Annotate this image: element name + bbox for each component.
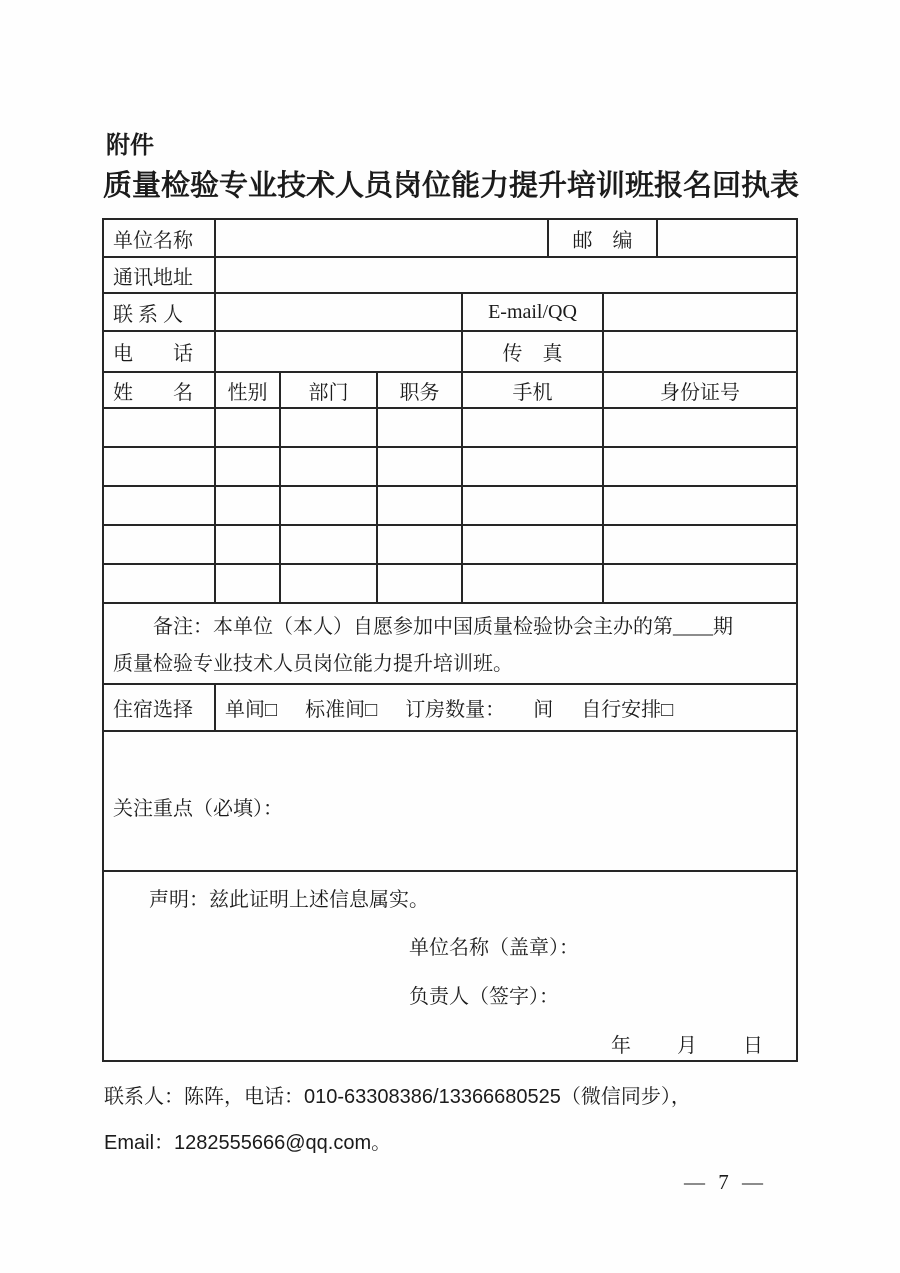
remark-row bbox=[103, 603, 797, 684]
attachment-label: 附件 bbox=[106, 132, 154, 159]
postal-code-label: 邮 编 bbox=[548, 219, 657, 257]
declaration-statement: 声明：兹此证明上述信息属实。 bbox=[149, 889, 429, 911]
remark-line-2: 质量检验专业技术人员岗位能力提升培训班。 bbox=[113, 652, 513, 675]
option-single-room: 单间□ bbox=[225, 699, 278, 721]
roster-cell-gender bbox=[215, 564, 280, 603]
roster-cell-name bbox=[103, 486, 215, 525]
focus-row bbox=[103, 731, 797, 871]
roster-empty-row bbox=[103, 486, 797, 525]
row-unit-name bbox=[103, 219, 797, 257]
roster-cell-name bbox=[103, 525, 215, 564]
roster-cell-gender bbox=[215, 525, 280, 564]
roster-cell-gender bbox=[215, 408, 280, 447]
roster-empty-row bbox=[103, 525, 797, 564]
footer-email-line: Email：1282555666@qq.com。 bbox=[104, 1132, 392, 1154]
option-booking-quantity: 订房数量： bbox=[405, 699, 506, 721]
roster-cell-gender bbox=[215, 486, 280, 525]
roster-cell-name bbox=[103, 447, 215, 486]
roster-cell-mobile bbox=[462, 486, 603, 525]
declaration-signer: 负责人（签字）： bbox=[409, 986, 559, 1008]
row-address bbox=[103, 257, 797, 293]
page-title: 质量检验专业技术人员岗位能力提升培训班报名回执表 bbox=[103, 170, 800, 202]
roster-header-id-number: 身份证号 bbox=[603, 372, 797, 408]
roster-cell-department bbox=[280, 486, 377, 525]
remark-cell bbox=[103, 603, 797, 684]
accommodation-label: 住宿选择 bbox=[103, 684, 215, 731]
address-field bbox=[215, 257, 797, 293]
roster-empty-row bbox=[103, 408, 797, 447]
roster-cell-id-number bbox=[603, 564, 797, 603]
roster-cell-department bbox=[280, 564, 377, 603]
roster-cell-position bbox=[377, 408, 462, 447]
declaration-row bbox=[103, 871, 797, 1061]
row-phone bbox=[103, 331, 797, 372]
declaration-cell bbox=[103, 871, 797, 1061]
contact-person-field bbox=[215, 293, 462, 331]
roster-cell-position bbox=[377, 525, 462, 564]
roster-cell-department bbox=[280, 447, 377, 486]
roster-cell-mobile bbox=[462, 408, 603, 447]
contact-person-label: 联 系 人 bbox=[103, 293, 215, 331]
roster-cell-id-number bbox=[603, 525, 797, 564]
postal-code-field bbox=[657, 219, 797, 257]
roster-cell-name bbox=[103, 564, 215, 603]
option-quantity-unit: 间 bbox=[533, 699, 554, 721]
unit-name-field bbox=[215, 219, 548, 257]
roster-cell-department bbox=[280, 408, 377, 447]
footer bbox=[104, 1074, 804, 1166]
roster-cell-mobile bbox=[462, 447, 603, 486]
roster-cell-id-number bbox=[603, 447, 797, 486]
roster-cell-id-number bbox=[603, 408, 797, 447]
phone-label: 电 话 bbox=[103, 331, 215, 372]
address-label: 通讯地址 bbox=[103, 257, 215, 293]
focus-cell bbox=[103, 731, 797, 871]
roster-header-row bbox=[103, 372, 797, 408]
roster-header-mobile: 手机 bbox=[462, 372, 603, 408]
phone-field bbox=[215, 331, 462, 372]
roster-cell-position bbox=[377, 447, 462, 486]
fax-field bbox=[603, 331, 797, 372]
accommodation-row bbox=[103, 684, 797, 731]
fax-label: 传 真 bbox=[462, 331, 603, 372]
remark-line-1: 备注：本单位（本人）自愿参加中国质量检验协会主办的第____期 bbox=[153, 615, 733, 638]
option-standard-room: 标准间□ bbox=[305, 699, 378, 721]
roster-header-gender: 性别 bbox=[215, 372, 280, 408]
roster-cell-mobile bbox=[462, 525, 603, 564]
roster-cell-department bbox=[280, 525, 377, 564]
registration-form-table bbox=[102, 218, 798, 1062]
declaration-date: 年 月 日 bbox=[611, 1035, 765, 1057]
email-qq-label: E-mail/QQ bbox=[462, 293, 603, 331]
roster-cell-id-number bbox=[603, 486, 797, 525]
email-qq-field bbox=[603, 293, 797, 331]
roster-cell-position bbox=[377, 564, 462, 603]
roster-cell-name bbox=[103, 408, 215, 447]
option-self-arrange: 自行安排□ bbox=[581, 699, 674, 721]
roster-header-department: 部门 bbox=[280, 372, 377, 408]
unit-name-label: 单位名称 bbox=[103, 219, 215, 257]
roster-empty-row bbox=[103, 447, 797, 486]
roster-cell-position bbox=[377, 486, 462, 525]
roster-header-position: 职务 bbox=[377, 372, 462, 408]
roster-cell-mobile bbox=[462, 564, 603, 603]
accommodation-options bbox=[215, 684, 797, 731]
roster-cell-gender bbox=[215, 447, 280, 486]
focus-label: 关注重点（必填）： bbox=[113, 797, 283, 820]
footer-contact-line: 联系人：陈阵，电话：010-63308386/13366680525（微信同步）， bbox=[104, 1086, 691, 1108]
row-contact bbox=[103, 293, 797, 331]
roster-empty-row bbox=[103, 564, 797, 603]
declaration-unit-seal: 单位名称（盖章）： bbox=[409, 937, 579, 959]
page-number: — 7 — bbox=[684, 1170, 767, 1194]
roster-header-name: 姓 名 bbox=[103, 372, 215, 408]
